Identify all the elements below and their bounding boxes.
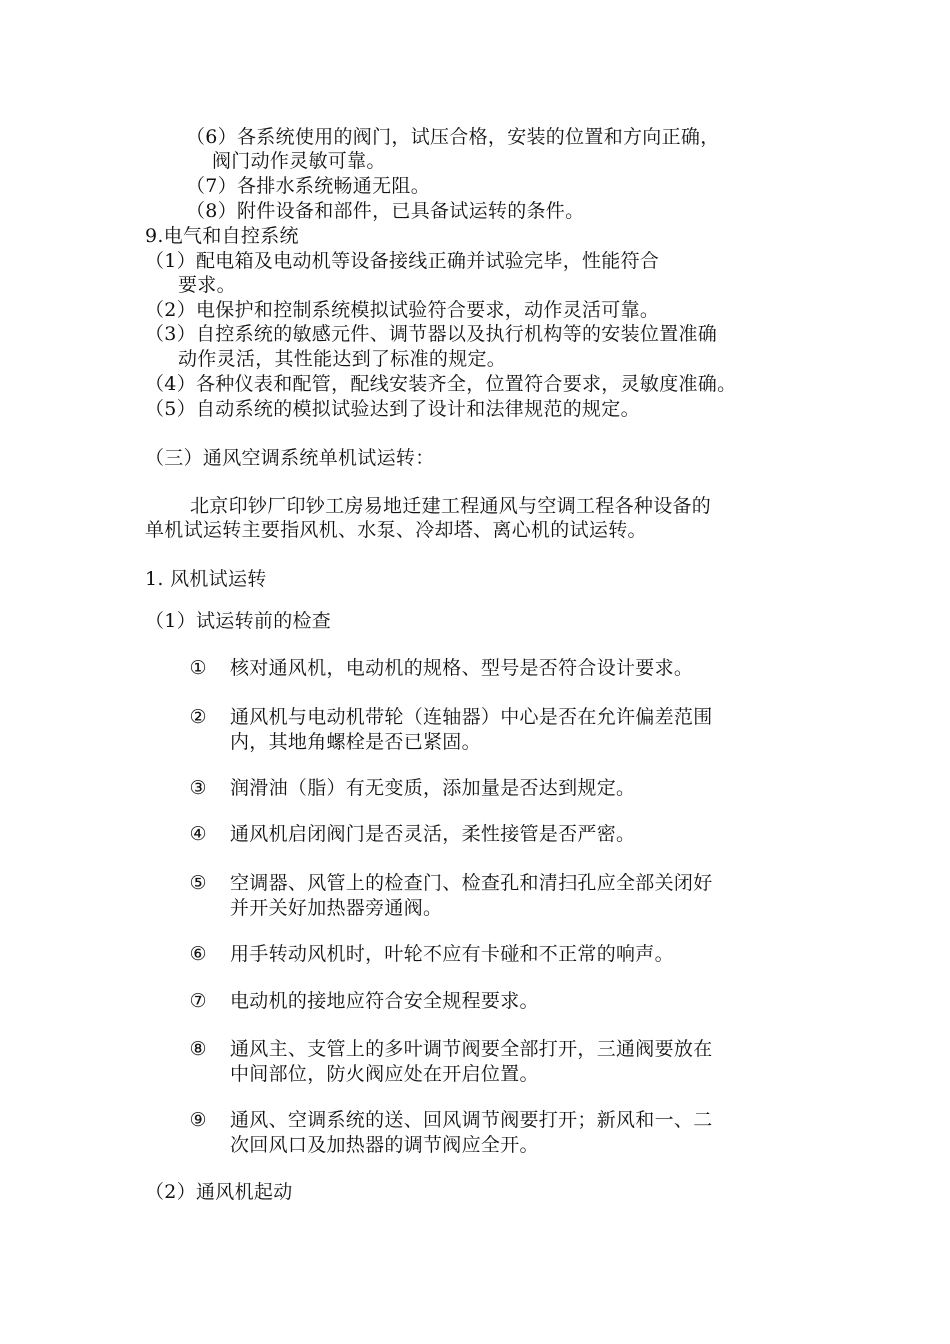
check-4-marker: ④: [189, 823, 207, 845]
check-9-marker: ⑨: [189, 1109, 207, 1131]
section-3-intro-line-1: 北京印钞厂印钞工房易地迁建工程通风与空调工程各种设备的: [190, 495, 712, 517]
check-6-text: 用手转动风机时，叶轮不应有卡碰和不正常的响声。: [230, 943, 674, 965]
check-6-marker: ⑥: [189, 943, 207, 965]
section-9-heading: 9.电气和自控系统: [145, 225, 299, 247]
item-9-1-line-2: 要求。: [178, 274, 236, 296]
item-9-3-line-2: 动作灵活，其性能达到了标准的规定。: [178, 348, 507, 370]
item-9-2: （2）电保护和控制系统模拟试验符合要求，动作灵活可靠。: [145, 299, 660, 321]
check-5-line-1: 空调器、风管上的检查门、检查孔和清扫孔应全部关闭好: [230, 872, 713, 894]
check-8-line-1: 通风主、支管上的多叶调节阀要全部打开，三通阀要放在: [230, 1038, 713, 1060]
check-2-line-1: 通风机与电动机带轮（连轴器）中心是否在允许偏差范围: [230, 706, 713, 728]
check-9-line-1: 通风、空调系统的送、回风调节阀要打开；新风和一、二: [230, 1109, 713, 1131]
item-9-5: （5）自动系统的模拟试验达到了设计和法律规范的规定。: [145, 398, 640, 420]
section-3-heading: （三）通风空调系统单机试运转：: [145, 447, 435, 469]
item-8-8: （8）附件设备和部件，已具备试运转的条件。: [186, 200, 585, 222]
check-7-text: 电动机的接地应符合安全规程要求。: [230, 990, 539, 1012]
item-9-1-line-1: （1）配电箱及电动机等设备接线正确并试验完毕，性能符合: [145, 250, 660, 272]
check-heading: （1）试运转前的检查: [145, 610, 332, 632]
check-9-line-2: 次回风口及加热器的调节阀应全开。: [230, 1134, 539, 1156]
check-2-marker: ②: [189, 706, 207, 728]
item-9-4: （4）各种仪表和配管，配线安装齐全，位置符合要求，灵敏度准确。: [145, 373, 737, 395]
check-1-text: 核对通风机，电动机的规格、型号是否符合设计要求。: [230, 657, 694, 679]
item-9-3-line-1: （3）自控系统的敏感元件、调节器以及执行机构等的安装位置准确: [145, 323, 718, 345]
check-3-marker: ③: [189, 777, 207, 799]
check-8-marker: ⑧: [189, 1038, 207, 1060]
item-8-7: （7）各排水系统畅通无阻。: [186, 175, 430, 197]
section-3-intro-line-2: 单机试运转主要指风机、水泵、冷却塔、离心机的试运转。: [145, 519, 647, 541]
check-3-text: 润滑油（脂）有无变质，添加量是否达到规定。: [230, 777, 636, 799]
check-7-marker: ⑦: [189, 990, 207, 1012]
fan-heading: 1. 风机试运转: [145, 568, 267, 590]
check-5-marker: ⑤: [189, 872, 207, 894]
check-5-line-2: 并开关好加热器旁通阀。: [230, 897, 443, 919]
item-8-6-line-2: 阀门动作灵敏可靠。: [212, 150, 386, 172]
check-1-marker: ①: [189, 657, 207, 679]
check-2-line-2: 内，其地角螺栓是否已紧固。: [230, 731, 481, 753]
item-8-6-line-1: （6）各系统使用的阀门，试压合格，安装的位置和方向正确，: [186, 126, 720, 148]
fan-start-heading: （2）通风机起动: [145, 1181, 293, 1203]
check-8-line-2: 中间部位，防火阀应处在开启位置。: [230, 1063, 539, 1085]
check-4-text: 通风机启闭阀门是否灵活，柔性接管是否严密。: [230, 823, 636, 845]
